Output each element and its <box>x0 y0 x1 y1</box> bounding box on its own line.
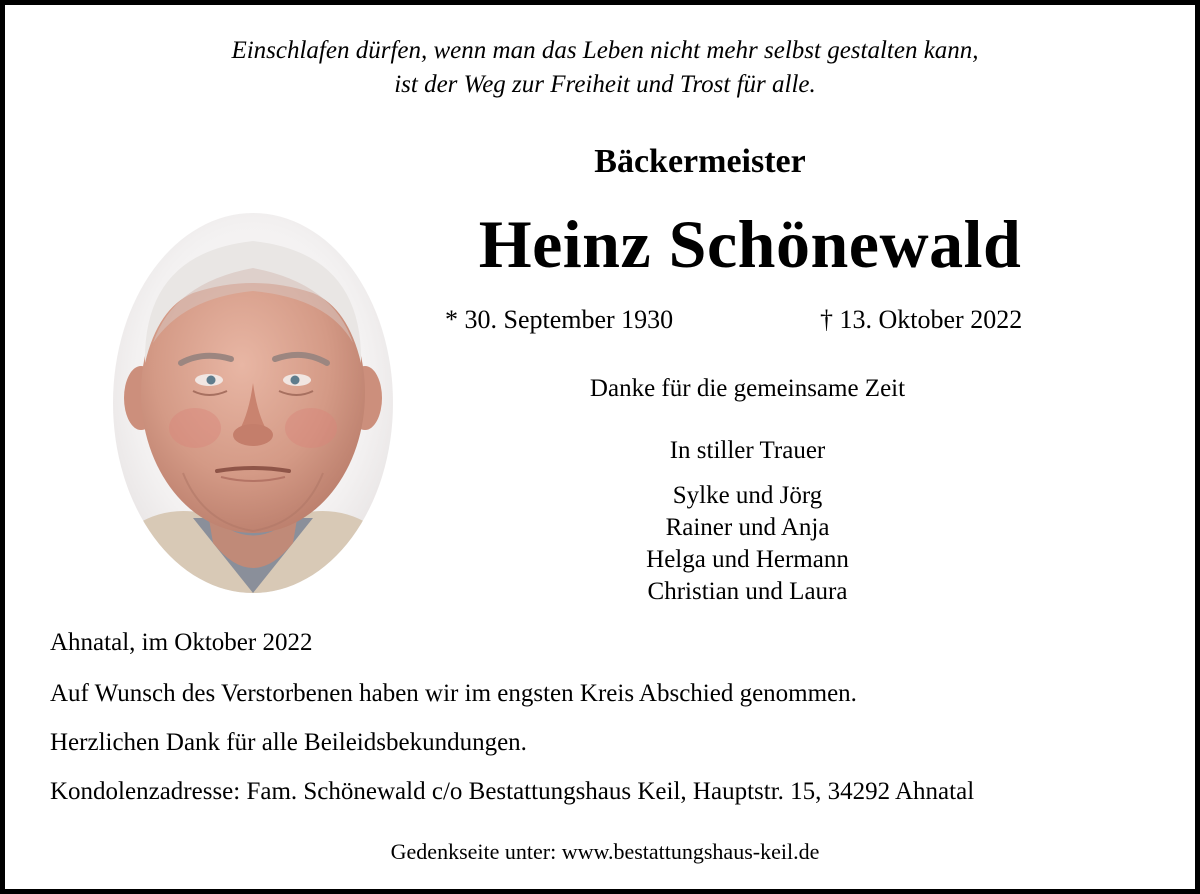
mourner-2: Rainer und Anja <box>665 514 830 541</box>
deceased-name: Heinz Schönewald <box>478 206 1022 282</box>
motto-line-2: ist der Weg zur Freiheit und Trost für alle. <box>394 71 816 98</box>
mourner-4: Christian und Laura <box>647 578 848 605</box>
place-date: Ahnatal, im Oktober 2022 <box>50 629 313 656</box>
mourning-line: In stiller Trauer <box>669 437 826 464</box>
gratitude-note: Herzlichen Dank für alle Beileidsbekundungen. <box>50 729 527 756</box>
death-date: † 13. Oktober 2022 <box>820 305 1023 334</box>
memorial-page-link: Gedenkseite unter: www.bestattungshaus-keil.de <box>390 839 820 864</box>
farewell-note: Auf Wunsch des Verstorbenen haben wir im engsten Kreis Abschied genommen. <box>50 680 857 707</box>
birth-date: * 30. September 1930 <box>445 305 674 334</box>
condolence-address: Kondolenzadresse: Fam. Schönewald c/o Bestattungshaus Keil, Hauptstr. 15, 34292 Ahnatal <box>50 778 975 805</box>
portrait-photo <box>113 213 393 593</box>
motto-line-1: Einschlafen dürfen, wenn man das Leben nicht mehr selbst gestalten kann, <box>231 37 979 64</box>
occupation-title: Bäckermeister <box>594 143 806 180</box>
mourner-3: Helga und Hermann <box>646 546 849 573</box>
thanks-line: Danke für die gemeinsame Zeit <box>589 375 906 402</box>
mourner-1: Sylke und Jörg <box>672 482 823 509</box>
